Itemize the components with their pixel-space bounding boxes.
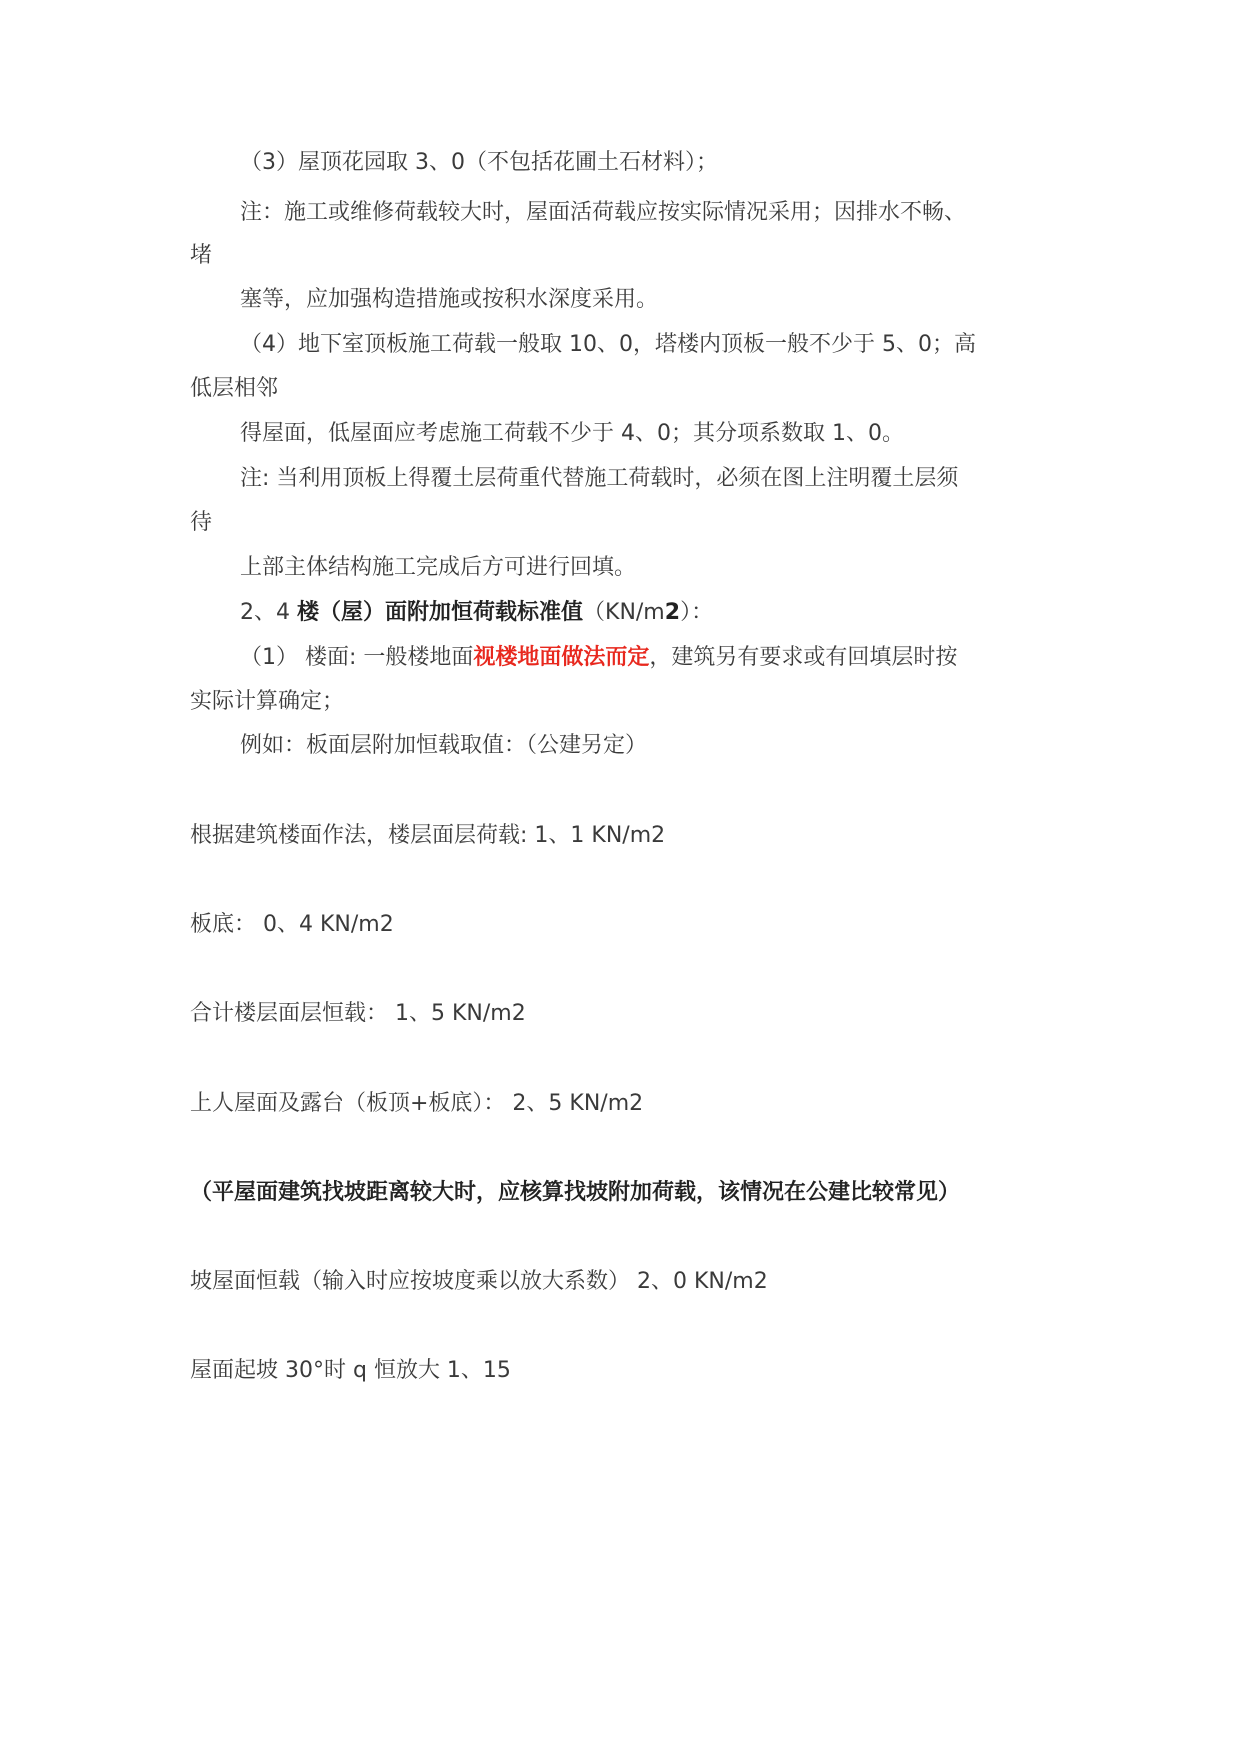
- backfill-note-line: 注: 当利用顶板上得覆土层荷重代替施工荷载时，必须在图上注明覆土层须: [240, 466, 959, 491]
- construction-note-continuation: 塞等，应加强构造措施或按积水深度采用。: [240, 287, 659, 312]
- floor-item-line: [240, 643, 957, 673]
- pitched-roof-dead-load: 坡屋面恒载（输入时应按坡度乘以放大系数） 2、0 KN/m2: [190, 1269, 768, 1294]
- section-heading: [240, 598, 713, 628]
- basement-roof-load-line: （4）地下室顶板施工荷载一般取 10、0，塔楼内顶板一般不少于 5、0；高: [240, 332, 976, 357]
- total-floor-dead-load: 合计楼层面层恒载： 1、5 KN/m2: [190, 1001, 526, 1026]
- backfill-note-wrap: 待: [190, 510, 213, 535]
- slab-bottom-load: 板底： 0、4 KN/m2: [190, 912, 394, 937]
- section-number: 2、4: [240, 600, 297, 625]
- section-unit-open: （KN/m: [583, 600, 665, 625]
- lower-roof-load-line: 得屋面，低屋面应考虑施工荷载不少于 4、0；其分项系数取 1、0。: [240, 421, 904, 446]
- example-line: 例如：板面层附加恒载取值：（公建另定）: [240, 733, 648, 758]
- roof-garden-load-line: （3）屋顶花园取 3、0（不包括花圃土石材料）；: [240, 150, 718, 175]
- basement-roof-load-wrap: 低层相邻: [190, 376, 279, 401]
- floor-item-prefix: （1） 楼面: 一般楼地面: [240, 645, 474, 670]
- roof-slope-factor: 屋面起坡 30°时 q 恒放大 1、15: [190, 1358, 511, 1383]
- floor-item-continuation: 实际计算确定；: [190, 689, 345, 714]
- floor-finish-load: 根据建筑楼面作法，楼层面层荷载: 1、1 KN/m2: [190, 823, 666, 848]
- accessible-roof-load: 上人屋面及露台（板顶+板底）： 2、5 KN/m2: [190, 1091, 644, 1116]
- floor-item-highlight: 视楼地面做法而定: [473, 645, 650, 670]
- flat-roof-slope-note: （平屋面建筑找坡距离较大时，应核算找坡附加荷载，该情况在公建比较常见）: [190, 1180, 961, 1205]
- construction-note-line: 注：施工或维修荷载较大时，屋面活荷载应按实际情况采用；因排水不畅、: [240, 200, 967, 225]
- section-title: 楼（屋）面附加恒荷载标准值: [297, 600, 584, 625]
- section-unit-close: ）：: [680, 600, 714, 625]
- construction-note-wrap: 堵: [190, 243, 213, 268]
- backfill-note-continuation: 上部主体结构施工完成后方可进行回填。: [240, 555, 637, 580]
- floor-item-suffix: ，建筑另有要求或有回填层时按: [649, 645, 958, 670]
- section-unit-exponent: 2: [664, 600, 681, 625]
